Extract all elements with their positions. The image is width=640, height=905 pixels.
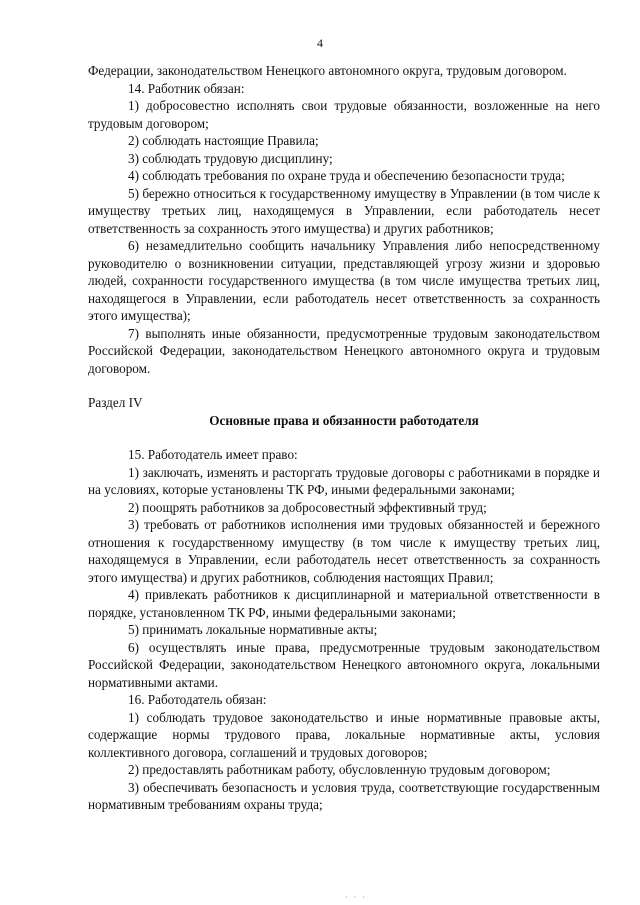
clause-14-item-3: 3) соблюдать трудовую дисциплину; [128,150,333,166]
section-title: Основные права и обязанности работодателя [209,412,479,428]
clause-14-item-6: 6) незамедлительно сообщить начальнику Управления либо непосредственному руководителю о возникновении ситуации, представляющей угрозу жизни и здоровью людей, сохранности государственного имущества (в том числе имущества третьих лиц, находящегося в Управлении, если работодатель несет ответственность за сохранность этого имущества); [88,238,600,323]
clause-14-item-7: 7) выполнять иные обязанности, предусмотренные трудовым законодательством Российской Федерации, законодательством Ненецкого автономного округа и трудовым договором. [88,325,600,376]
clause-15-heading: 15. Работодатель имеет право: [128,447,298,462]
section-number: Раздел IV [88,395,143,410]
page-number: 4 [317,36,323,50]
clause-15-item-3: 3) требовать от работников исполнения ими трудовых обязанностей и бережного отношения к государственному имуществу (в том числе к имуществу третьих лиц, находящемуся в Управлении, если работодатель несет ответственность за сохранность этого имущества) и других работников, соблюдения настоящих Правил; [88,517,600,585]
clause-14-item-5: 5) бережно относиться к государственному имуществу в Управлении (в том числе к имуществу третьих лиц, находящемуся в Управлении, если работодатель несет ответственность за сохранность этого имущества) и других работников; [88,185,600,236]
clause-15-item-6: 6) осуществлять иные права, предусмотренные трудовым законодательством Российской Федерации, законодательством Ненецкого автономного округа, локальными нормативными актами. [88,639,600,690]
clause-15-item-1: 1) заключать, изменять и расторгать трудовые договоры с работниками в порядке и на условиях, которые установлены ТК РФ, иными федеральными законами; [88,464,600,497]
clause-14-heading: 14. Работник обязан: [128,80,245,96]
clause-15-item-2: 2) поощрять работников за добросовестный эффективный труд; [128,499,487,515]
spacer [88,429,600,446]
clause-16-item-1: 1) соблюдать трудовое законодательство и иные нормативные правовые акты, содержащие нормы трудового права, локальные нормативные акты, условия коллективного договора, соглашений и трудовых договоров; [88,709,600,760]
document-body [88,62,600,814]
clause-15-item-5: 5) принимать локальные нормативные акты; [128,622,378,637]
clause-16-heading: 16. Работодатель обязан: [128,692,267,707]
clause-14-item-2: 2) соблюдать настоящие Правила; [128,133,319,148]
clause-14-item-4: 4) соблюдать требования по охране труда и обеспечению безопасности труда; [128,168,565,183]
clause-16-item-3: 3) обеспечивать безопасность и условия труда, соответствующие государственным нормативным требованиям охраны труда; [88,779,600,812]
scan-artifact-mark: · · · [345,893,367,902]
clause-14-item-1: 1) добросовестно исполнять свои трудовые обязанности, возложенные на него трудовым договором; [88,98,600,131]
clause-15-item-4: 4) привлекать работников к дисциплинарной и материальной ответственности в порядке, установленном ТК РФ, иными федеральными законами; [88,587,600,620]
spacer [88,377,600,394]
paragraph-continuation: Федерации, законодательством Ненецкого автономного округа, трудовым договором. [88,63,567,78]
clause-16-item-2: 2) предоставлять работникам работу, обусловленную трудовым договором; [128,762,551,777]
